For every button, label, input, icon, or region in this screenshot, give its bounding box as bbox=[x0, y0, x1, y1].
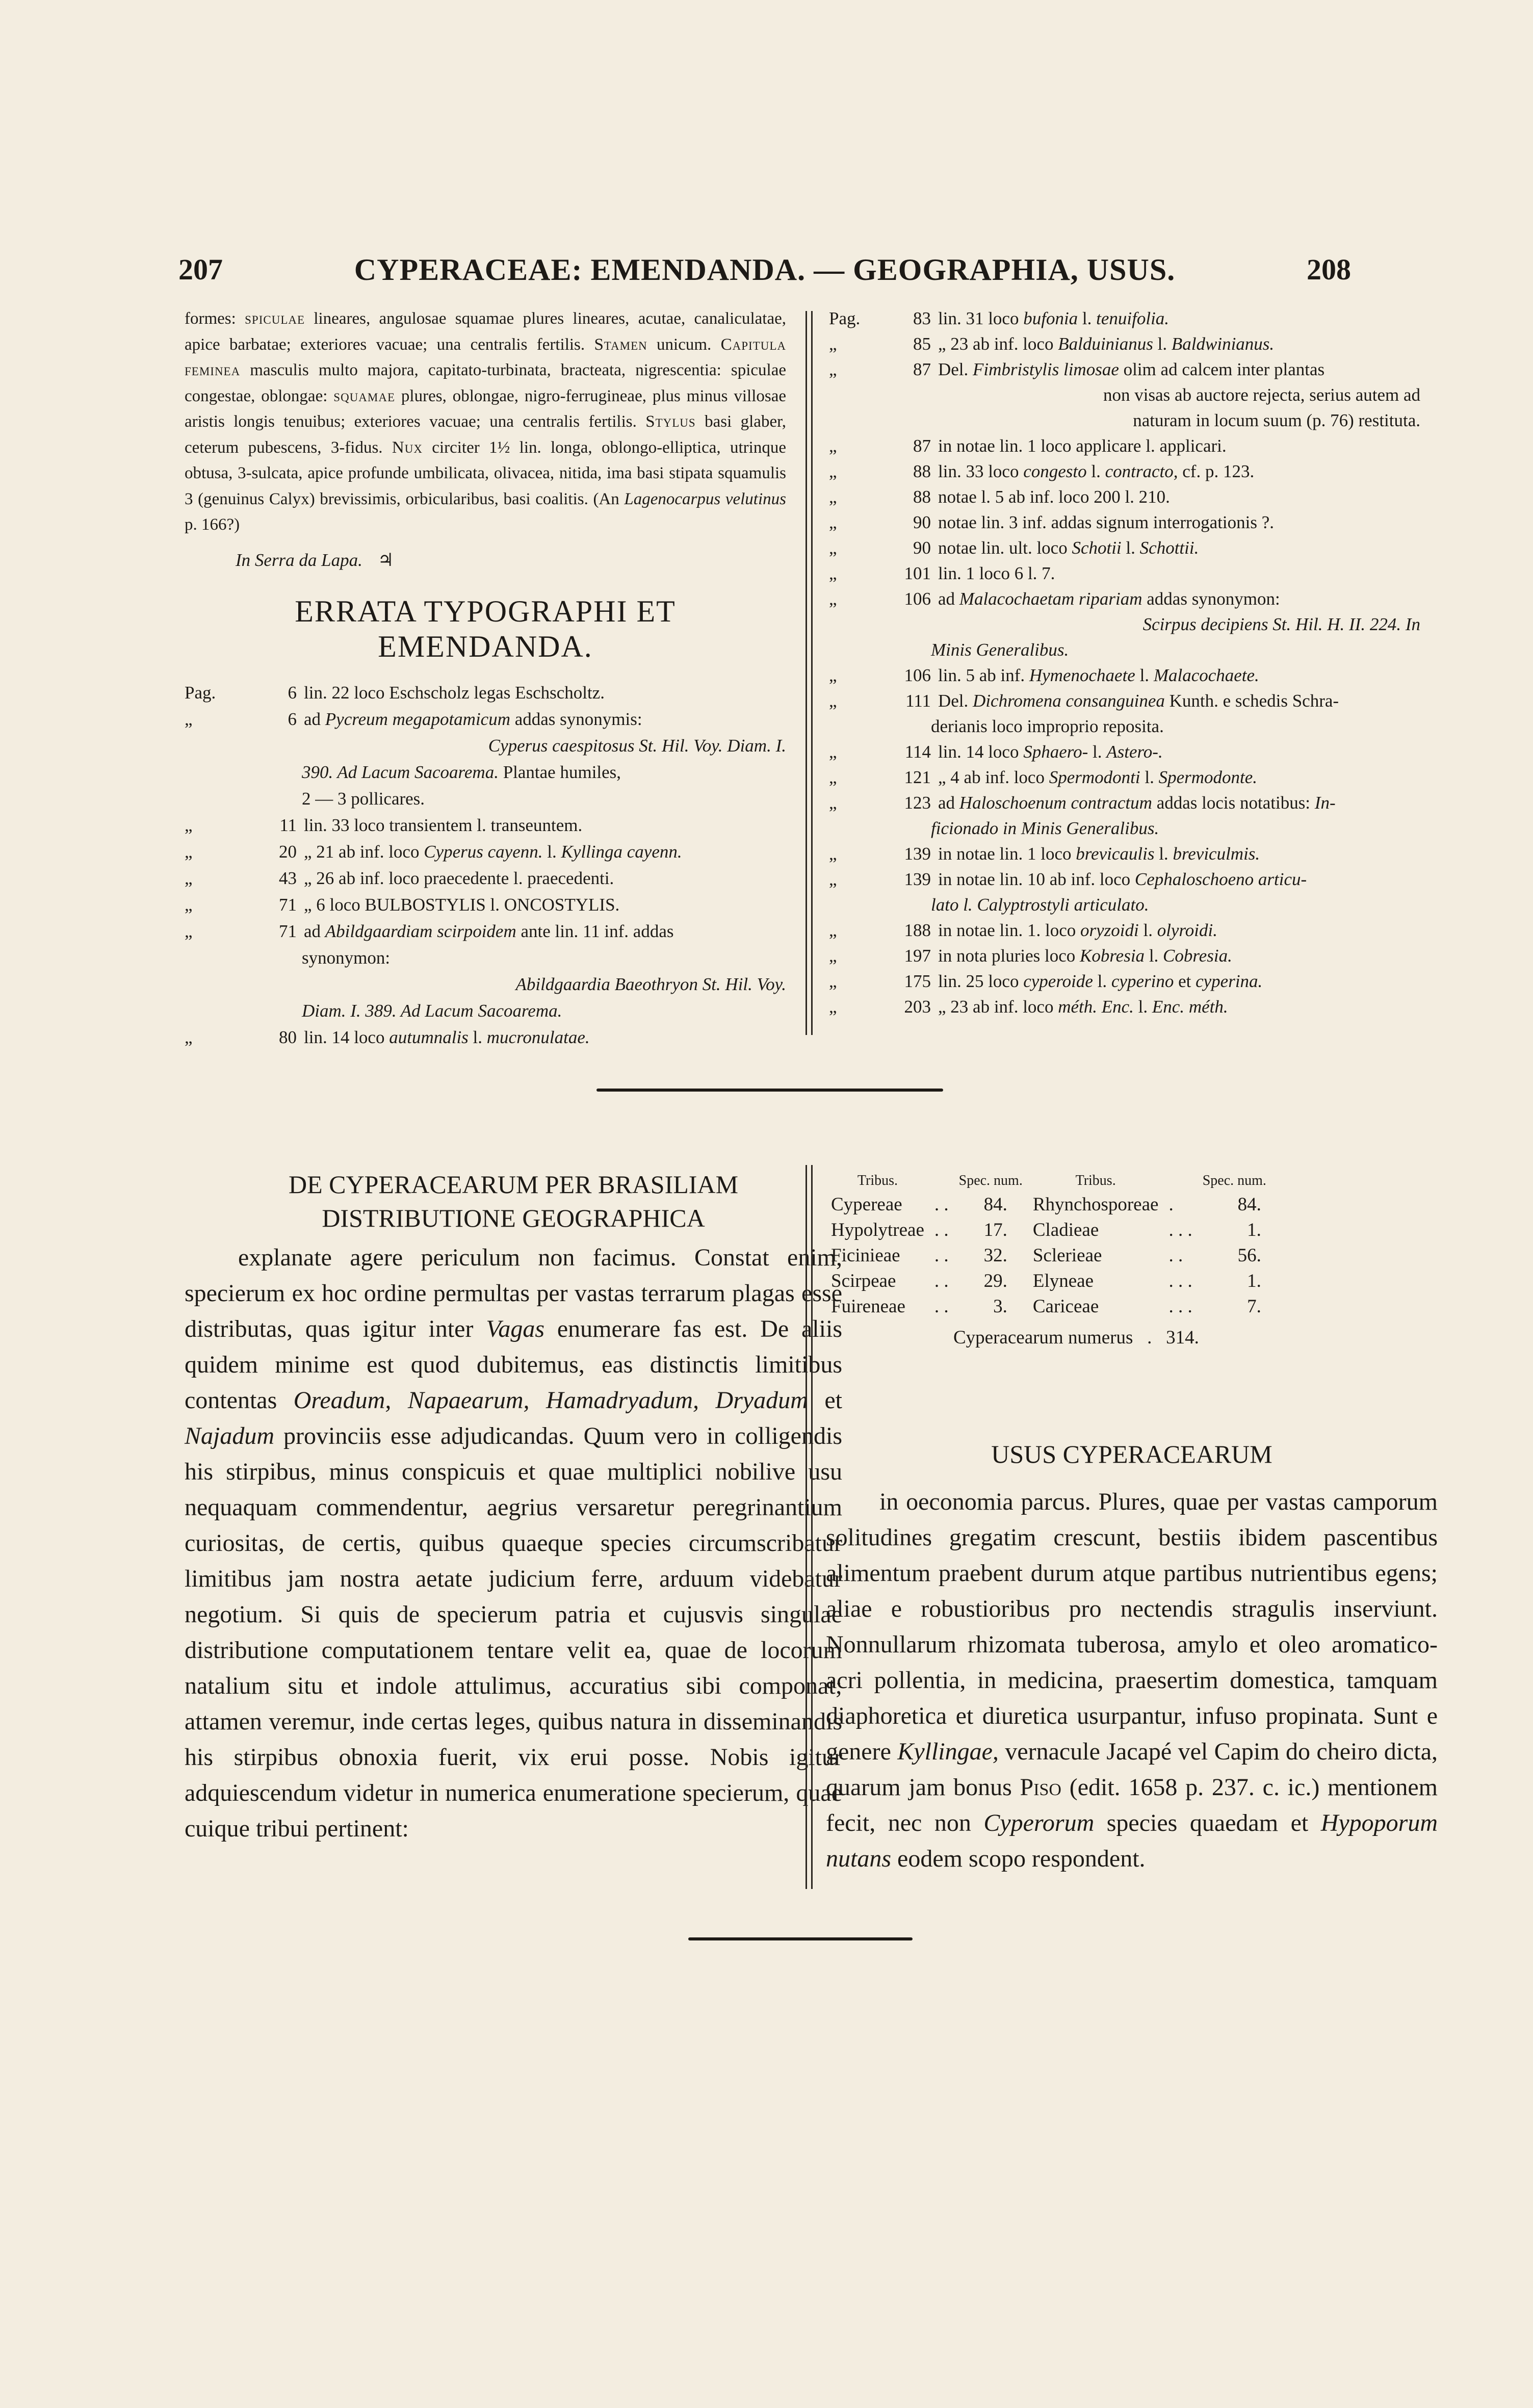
page-title: CYPERACEAE: EMENDANDA. — GEOGRAPHIA, USUS. bbox=[354, 253, 1176, 287]
table-row: Scirpeae . . 29. Elyneae . . . 1. bbox=[831, 1271, 1261, 1291]
errata-row: Pag. 6 lin. 22 loco Eschscholz legas Eschscholtz. bbox=[185, 682, 605, 703]
errata-continuation: 2 — 3 pollicares. bbox=[302, 788, 425, 809]
errata-row: „ 6 ad Pycreum megapotamicum addas synonymis: bbox=[185, 709, 642, 729]
errata-row: „ 123 ad Haloschoenum contractum addas locis notatibus: In- bbox=[829, 793, 1336, 813]
errata-row: „ 188 in notae lin. 1. loco oryzoidi l. olyroidi. bbox=[829, 920, 1217, 940]
page-number-right: 208 bbox=[1307, 253, 1351, 286]
errata-row: „ 90 notae lin. 3 inf. addas signum interrogationis ?. bbox=[829, 512, 1275, 532]
table-header: Spec. num. bbox=[1202, 1173, 1266, 1188]
errata-row: „ 139 in notae lin. 1 loco brevicaulis l. breviculmis. bbox=[829, 844, 1260, 864]
errata-row: „ 114 lin. 14 loco Sphaero- l. Astero-. bbox=[829, 742, 1163, 762]
table-row: Hypolytreae . . 17. Cladieae . . . 1. bbox=[831, 1220, 1261, 1240]
errata-row: „ 88 lin. 33 loco congesto l. contracto, cf. p. 123. bbox=[829, 461, 1255, 481]
errata-row: „ 71 „ 6 loco BULBOSTYLIS l. ONCOSTYLIS. bbox=[185, 894, 620, 915]
errata-continuation: lato l. Calyptrostyli articulato. bbox=[931, 895, 1149, 915]
geographia-section bbox=[185, 1168, 842, 1847]
table-header: Tribus. bbox=[857, 1173, 898, 1188]
errata-continuation: naturam in locum suum (p. 76) restituta. bbox=[1133, 410, 1420, 430]
errata-row: „ 121 „ 4 ab inf. loco Spermodonti l. Spermodonte. bbox=[829, 767, 1258, 787]
tribes-table bbox=[826, 1173, 1271, 1319]
geographia-title: DE CYPERACEARUM PER BRASILIAM DISTRIBUTIONE GEOGRAPHICA bbox=[288, 1170, 739, 1232]
errata-row: Pag. 83 lin. 31 loco bufonia l. tenuifolia. bbox=[829, 308, 1170, 328]
errata-row: „ 106 ad Malacochaetam ripariam addas synonymon: bbox=[829, 589, 1280, 609]
end-rule bbox=[688, 1937, 913, 1940]
errata-row: „ 90 notae lin. ult. loco Schotii l. Schottii. bbox=[829, 538, 1199, 558]
habitat-line: In Serra da Lapa. ♃ bbox=[236, 550, 394, 570]
right-column-bottom bbox=[826, 1173, 1438, 1877]
errata-row: „ 80 lin. 14 loco autumnalis l. mucronulatae. bbox=[185, 1027, 590, 1047]
right-column-top bbox=[829, 306, 1420, 1020]
errata-row: „ 139 in notae lin. 10 ab inf. loco Cephaloschoeno articu- bbox=[829, 869, 1307, 889]
errata-continuation: Diam. I. 389. Ad Lacum Sacoarema. bbox=[302, 1000, 562, 1021]
left-column-top bbox=[185, 306, 786, 1051]
total-line: Cyperacearum numerus . 314. bbox=[953, 1327, 1199, 1348]
errata-continuation: non visas ab auctore rejecta, serius autem ad bbox=[1103, 385, 1420, 405]
errata-continuation: Scirpus decipiens St. Hil. H. II. 224. In bbox=[1142, 614, 1420, 634]
errata-continuation: Cyperus caespitosus St. Hil. Voy. Diam. I. bbox=[488, 735, 786, 756]
errata-continuation: Abildgaardia Baeothryon St. Hil. Voy. bbox=[515, 974, 786, 994]
perennial-symbol: ♃ bbox=[377, 550, 394, 570]
errata-row: „ 175 lin. 25 loco cyperoide l. cyperino et cyperina. bbox=[829, 971, 1263, 991]
table-header: Tribus. bbox=[1075, 1173, 1116, 1188]
errata-row: „ 203 „ 23 ab inf. loco méth. Enc. l. Enc. méth. bbox=[829, 997, 1228, 1017]
errata-row: „ 87 Del. Fimbristylis limosae olim ad calcem inter plantas bbox=[829, 359, 1325, 379]
errata-row: „ 71 ad Abildgaardiam scirpoidem ante lin. 11 inf. addas bbox=[185, 921, 674, 941]
table-header: Spec. num. bbox=[958, 1173, 1023, 1188]
column-divider-bottom bbox=[806, 1165, 813, 1889]
errata-row: „ 43 „ 26 ab inf. loco praecedente l. praecedenti. bbox=[185, 868, 614, 888]
errata-row: „ 88 notae l. 5 ab inf. loco 200 l. 210. bbox=[829, 487, 1170, 507]
geographia-body: explanate agere periculum non facimus. Constat enim, specierum ex hoc ordine permultas per vastas terrarum plagas esse distributas, quas igitur inter Vagas enumerare fas est. De aliis quidem minime est quod dubitemus, eas distinctis limitibus contentas Oreadum, Napaearum, Hamadryadum, Dryadum et Najadum provinciis esse adjudicandas. Quum vero in colligendis his stirpibus, minus conspicuis et quae multiplici nobilive usu nequaquam commendentur, aegrius versaretur peregrinantium curiositas, de certis, quibus quaeque species circumscribatur limitibus jam nostra aetate judicium ferre, arduum videbatur negotium. Si quis de specierum patria et cujusvis singulae distributione computationem tentare velit ea, quae de locorum natalium situ et indole attulimus, accuratius sibi componat; attamen veremur, inde certas leges, quibus natura in disseminandis his stirpibus obnoxia fuerit, vix erui posse. Nobis igitur adquiescendum videtur in numerica enumeratione specierum, quae cuique tribui pertinent: bbox=[185, 1244, 843, 1842]
column-divider-top bbox=[806, 311, 813, 1035]
table-row: Fuireneae . . 3. Cariceae . . . 7. bbox=[831, 1296, 1261, 1317]
errata-row: „ 87 in notae lin. 1 loco applicare l. applicari. bbox=[829, 436, 1227, 456]
errata-row: „ 20 „ 21 ab inf. loco Cyperus cayenn. l. Kyllinga cayenn. bbox=[185, 841, 682, 862]
errata-continuation: synonymon: bbox=[302, 947, 391, 968]
errata-row: „ 11 lin. 33 loco transientem l. transeuntem. bbox=[185, 815, 583, 835]
table-row: Cypereae . . 84. Rhynchosporeae . 84. bbox=[831, 1194, 1261, 1215]
errata-row: „ 197 in nota pluries loco Kobresia l. Cobresia. bbox=[829, 946, 1232, 966]
page-number-left: 207 bbox=[178, 253, 223, 286]
errata-continuation: ficionado in Minis Generalibus. bbox=[931, 818, 1159, 838]
errata-row: „ 111 Del. Dichromena consanguinea Kunth. e schedis Schra- bbox=[829, 691, 1339, 711]
errata-continuation: Minis Generalibus. bbox=[931, 640, 1069, 660]
errata-row: „ 106 lin. 5 ab inf. Hymenochaete l. Malacochaete. bbox=[829, 665, 1259, 685]
usus-body: in oeconomia parcus. Plures, quae per vastas camporum solitudines gregatim crescunt, bestiis ibidem pascentibus alimentum praebent durum atque partibus nutrientibus egens; aliae e robustioribus pro nectendis stragulis inserviunt. Nonnullarum rhizomata tuberosa, amylo et oleo aromatico-acri pollentia, in medicina, praesertim domestica, tamquam diaphoretica et diuretica usurpantur, infuso propinata. Sunt e genere Kyllingae, vernacule Jacapé vel Capim do cheiro dicta, quarum jam bonus Piso (edit. 1658 p. 237. c. ic.) mentionem fecit, nec non Cyperorum species quaedam et Hypoporum nutans eodem scopo respondent. bbox=[826, 1488, 1438, 1872]
errata-continuation: 390. Ad Lacum Sacoarema. Plantae humiles, bbox=[302, 762, 621, 782]
errata-continuation: derianis loco improprio reposita. bbox=[931, 716, 1164, 736]
table-row: Ficinieae . . 32. Sclerieae . . 56. bbox=[831, 1245, 1261, 1266]
errata-heading: ERRATA TYPOGRAPHI ET EMENDANDA. bbox=[295, 594, 676, 663]
running-header bbox=[178, 252, 1351, 293]
errata-row: „ 101 lin. 1 loco 6 l. 7. bbox=[829, 563, 1055, 583]
table-header-row bbox=[826, 1173, 1271, 1192]
section-divider-rule bbox=[596, 1089, 943, 1092]
usus-title: USUS CYPERACEARUM bbox=[991, 1440, 1272, 1468]
species-description: formes: spiculae lineares, angulosae squamae plures lineares, acutae, canaliculatae, apice barbatae; exteriores vacuae; una centralis fertilis. Stamen unicum. Capitula feminea masculis multo majora, capitato-turbinata, bracteata, nigrescentia: spiculae congestae, oblongae: squamae plures, oblongae, nigro-ferrugineae, plus minus villosae aristis longis tenuibus; exteriores vacuae; una centralis fertilis. Stylus basi glaber, ceterum pubescens, 3-fidus. Nux circiter 1½ lin. longa, oblongo-elliptica, utrinque obtusa, 3-sulcata, apice profunde umbilicata, olivacea, nitida, ima basi stipata squamulis 3 (genuinus Calyx) brevissimis, orbicularibus, basi coalitis. (An Lagenocarpus velutinus p. 166?) bbox=[185, 309, 787, 534]
errata-row: „ 85 „ 23 ab inf. loco Balduinianus l. Baldwinianus. bbox=[829, 334, 1275, 354]
